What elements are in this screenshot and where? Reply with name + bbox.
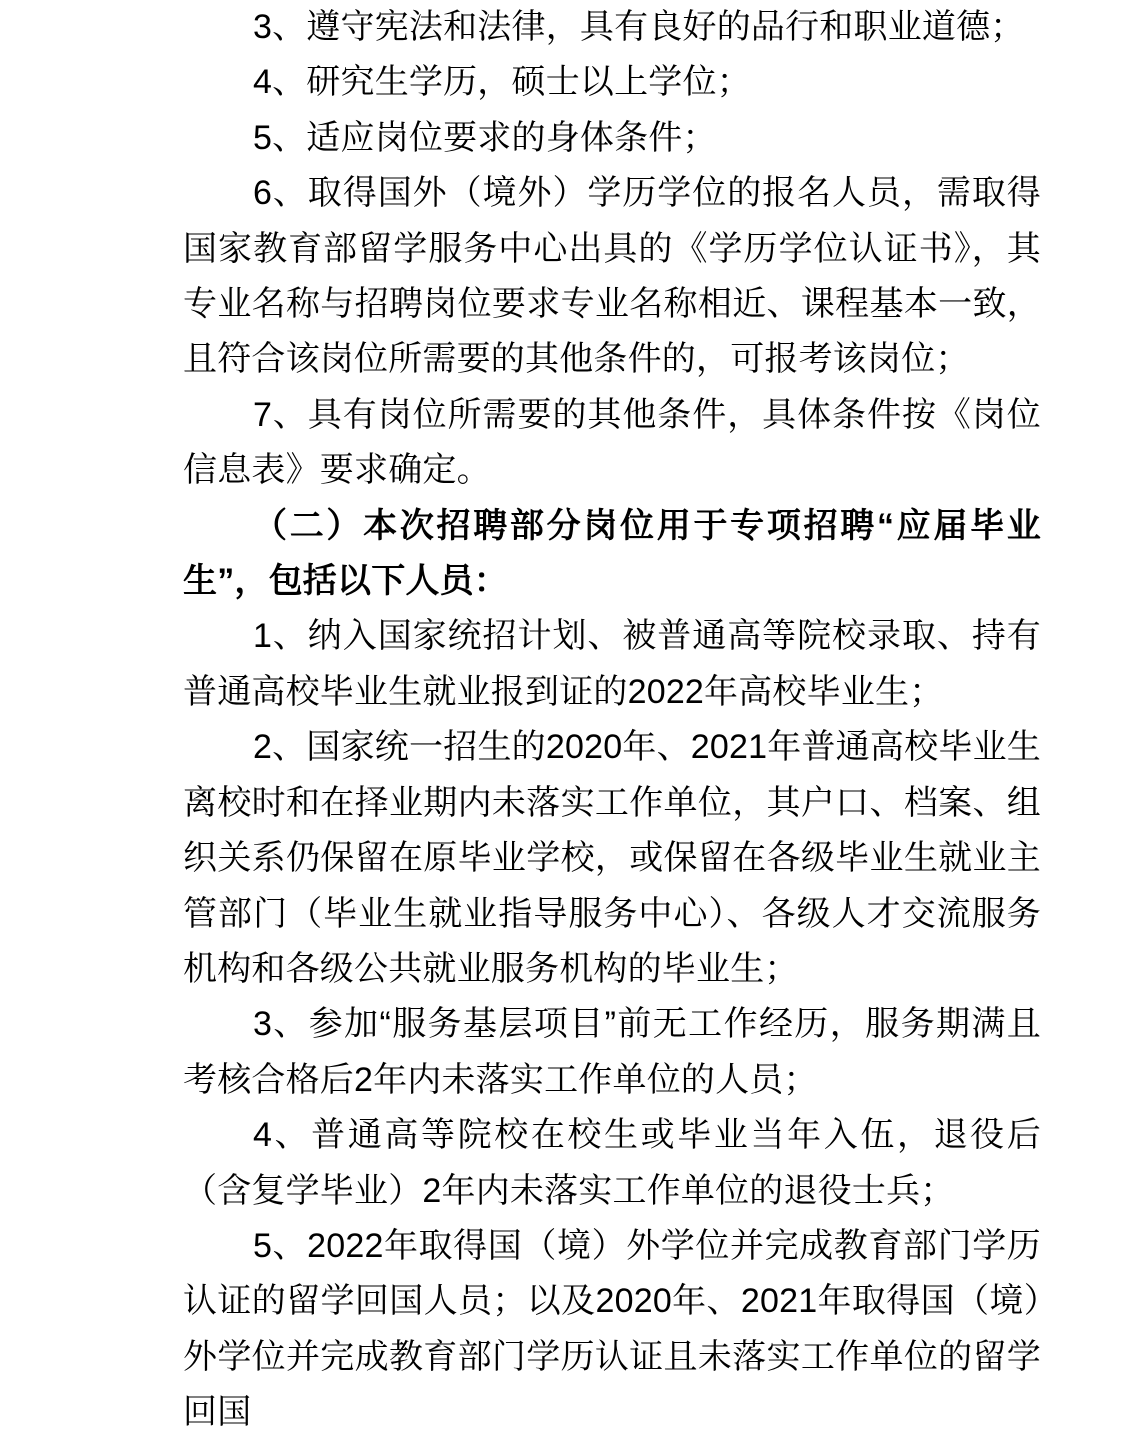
paragraph: 4、研究生学历，硕士以上学位； [253, 63, 751, 102]
paragraph: 7、具有岗位所需要的其他条件，具体条件按《岗位信息表》要求确定。 [183, 395, 1041, 490]
paragraph: 6、取得国外（境外）学历学位的报名人员，需取得国家教育部留学服务中心出具的《学历学位认证书》，其专业名称与招聘岗位要求专业名称相近、课程基本一致，且符合该岗位所需要的其他条件的，可报考该岗位； [183, 174, 1041, 379]
paragraph: 1、纳入国家统招计划、被普通高等院校录取、持有普通高校毕业生就业报到证的2022年高校毕业生； [183, 617, 1041, 711]
section-heading: （二）本次招聘部分岗位用于专项招聘“应届毕业生”，包括以下人员： [183, 506, 1041, 601]
paragraph: 5、2022年取得国（境）外学位并完成教育部门学历认证的留学回国人员；以及2020年、2021年取得国（境）外学位并完成教育部门学历认证且未落实工作单位的留学回国 [183, 1226, 1041, 1432]
paragraph: 3、参加“服务基层项目”前无工作经历，服务期满且考核合格后2年内未落实工作单位的人员； [183, 1005, 1041, 1099]
text-content [183, 0, 1041, 1441]
paragraph: 2、国家统一招生的2020年、2021年普通高校毕业生离校时和在择业期内未落实工作单位，其户口、档案、组织关系仍保留在原毕业学校，或保留在各级毕业生就业主管部门（毕业生就业指导服务中心）、各级人才交流服务机构和各级公共就业服务机构的毕业生； [183, 728, 1041, 988]
paragraph: 5、适应岗位要求的身体条件； [253, 118, 717, 157]
paragraph: 4、普通高等院校在校生或毕业当年入伍，退役后（含复学毕业）2年内未落实工作单位的退役士兵； [183, 1116, 1041, 1210]
paragraph: 3、遵守宪法和法律，具有良好的品行和职业道德； [253, 8, 1025, 46]
